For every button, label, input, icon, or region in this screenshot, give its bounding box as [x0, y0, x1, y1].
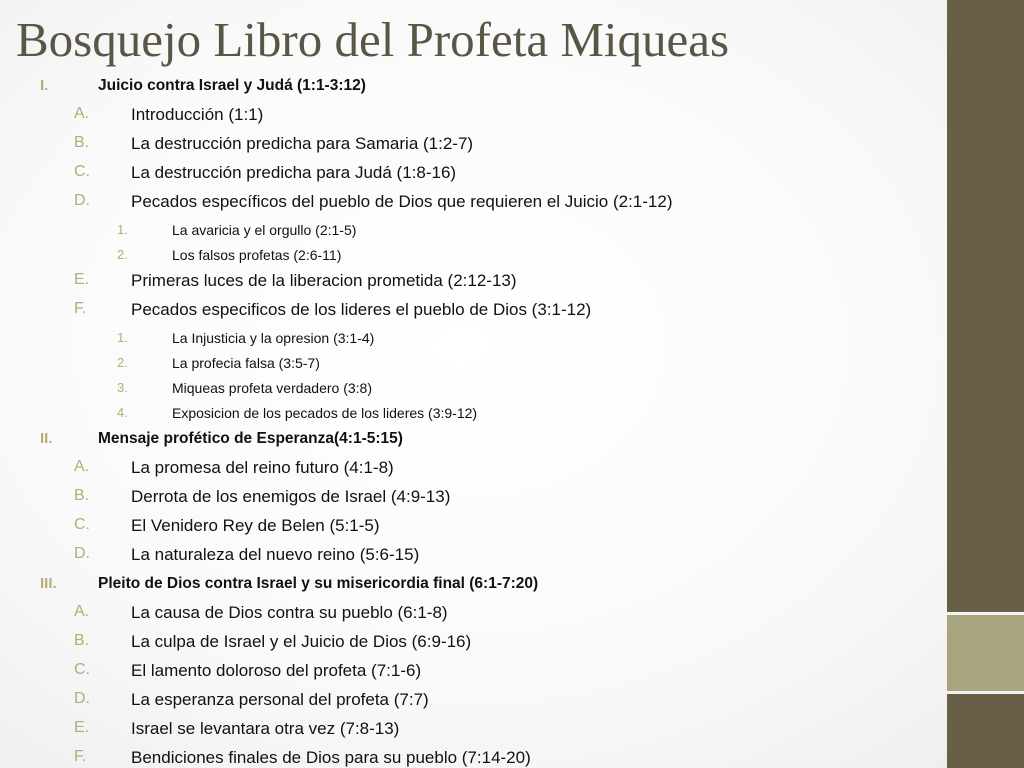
outline-item-number: 1. [117, 222, 128, 237]
outline-item-level-3 [0, 243, 940, 268]
outline-item-number: A. [74, 603, 90, 620]
outline-item-text: Mensaje profético de Esperanza(4:1-5:15) [98, 430, 403, 447]
outline-item-text: La avaricia y el orgullo (2:1-5) [172, 222, 357, 238]
outline-item-number: B. [74, 632, 90, 649]
outline-item-text: Pecados especificos de los lideres el pueblo de Dios (3:1-12) [131, 300, 592, 319]
outline-item-number: A. [74, 105, 90, 122]
outline-item-number: 2. [117, 355, 128, 370]
outline-list [0, 73, 940, 768]
outline-item-text: Pecados específicos del pueblo de Dios que requieren el Juicio (2:1-12) [131, 192, 673, 211]
outline-item-text: La destrucción predicha para Samaria (1:2-7) [131, 134, 474, 153]
outline-item-number: II. [40, 430, 53, 447]
outline-item-level-3 [0, 218, 940, 243]
outline-item-text: Introducción (1:1) [131, 105, 264, 124]
outline-item-level-3 [0, 376, 940, 401]
outline-item-level-2 [0, 484, 940, 513]
outline-item-number: E. [74, 271, 90, 288]
outline-item-number: D. [74, 545, 90, 562]
outline-item-number: 1. [117, 330, 128, 345]
outline-item-text: El Venidero Rey de Belen (5:1-5) [131, 516, 380, 535]
outline-item-level-2 [0, 658, 940, 687]
outline-item-number: D. [74, 690, 90, 707]
outline-item-number: B. [74, 487, 90, 504]
outline-item-text: Los falsos profetas (2:6-11) [172, 247, 342, 263]
sidebar-top-block [947, 0, 1024, 612]
outline-item-level-2 [0, 268, 940, 297]
slide-title: Bosquejo Libro del Profeta Miqueas [16, 12, 730, 67]
outline-item-text: El lamento doloroso del profeta (7:1-6) [131, 661, 422, 680]
outline-item-number: D. [74, 192, 90, 209]
outline-item-text: Bendiciones finales de Dios para su pueblo (7:14-20) [131, 748, 531, 767]
outline-item-number: I. [40, 77, 49, 94]
outline-item-text: La esperanza personal del profeta (7:7) [131, 690, 429, 709]
outline-item-number: C. [74, 163, 90, 180]
outline-item-number: F. [74, 748, 87, 765]
outline-item-number: C. [74, 661, 90, 678]
outline-item-level-2 [0, 455, 940, 484]
outline-item-level-2 [0, 600, 940, 629]
outline-item-level-2 [0, 542, 940, 571]
outline-item-text: Exposicion de los pecados de los lideres (3:9-12) [172, 405, 478, 421]
outline-item-level-2 [0, 189, 940, 218]
outline-item-number: 2. [117, 247, 128, 262]
outline-item-number: III. [40, 575, 57, 592]
outline-item-text: La causa de Dios contra su pueblo (6:1-8) [131, 603, 448, 622]
outline-item-number: E. [74, 719, 90, 736]
outline-item-text: La culpa de Israel y el Juicio de Dios (6:9-16) [131, 632, 472, 651]
outline-item-level-3 [0, 401, 940, 426]
sidebar-bottom-block [947, 694, 1024, 768]
outline-item-level-2 [0, 102, 940, 131]
outline-item-level-3 [0, 326, 940, 351]
outline-item-number: A. [74, 458, 90, 475]
outline-item-level-2 [0, 716, 940, 745]
outline-item-text: La profecia falsa (3:5-7) [172, 355, 320, 371]
outline-item-level-2 [0, 687, 940, 716]
outline-item-level-2 [0, 745, 940, 768]
decorative-sidebar [947, 0, 1024, 768]
outline-item-level-2 [0, 629, 940, 658]
outline-item-text: Pleito de Dios contra Israel y su misericordia final (6:1-7:20) [98, 575, 539, 592]
outline-item-number: B. [74, 134, 90, 151]
outline-item-text: Primeras luces de la liberacion prometida (2:12-13) [131, 271, 517, 290]
outline-item-level-1 [0, 73, 940, 102]
outline-item-text: Juicio contra Israel y Judá (1:1-3:12) [98, 77, 366, 94]
outline-item-number: F. [74, 300, 87, 317]
outline-item-text: La destrucción predicha para Judá (1:8-16) [131, 163, 457, 182]
outline-item-text: La promesa del reino futuro (4:1-8) [131, 458, 394, 477]
sidebar-accent-block [947, 615, 1024, 691]
outline-item-level-2 [0, 131, 940, 160]
outline-item-text: La Injusticia y la opresion (3:1-4) [172, 330, 375, 346]
outline-item-number: 3. [117, 380, 128, 395]
outline-item-number: C. [74, 516, 90, 533]
outline-item-text: La naturaleza del nuevo reino (5:6-15) [131, 545, 420, 564]
outline-item-level-3 [0, 351, 940, 376]
outline-item-level-2 [0, 297, 940, 326]
outline-item-level-1 [0, 571, 940, 600]
outline-item-text: Derrota de los enemigos de Israel (4:9-13) [131, 487, 451, 506]
outline-item-level-2 [0, 160, 940, 189]
outline-item-level-2 [0, 513, 940, 542]
outline-item-text: Israel se levantara otra vez (7:8-13) [131, 719, 400, 738]
outline-item-level-1 [0, 426, 940, 455]
outline-item-text: Miqueas profeta verdadero (3:8) [172, 380, 372, 396]
outline-item-number: 4. [117, 405, 128, 420]
